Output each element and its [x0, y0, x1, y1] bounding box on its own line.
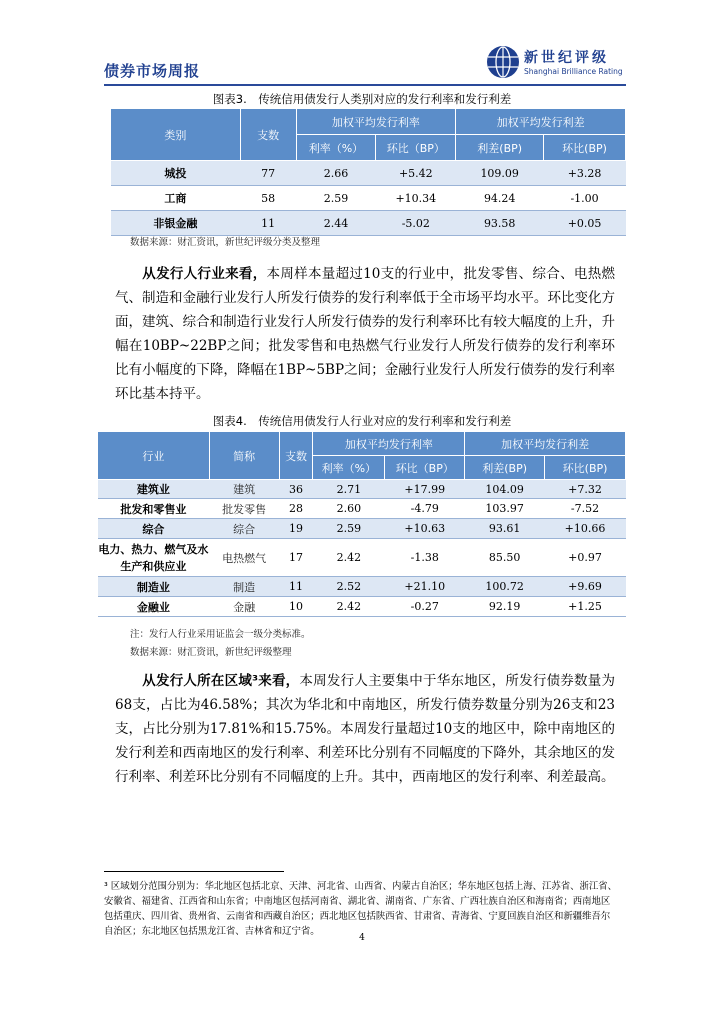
cell-rate-change: -4.79	[385, 499, 465, 519]
row-label: 制造业	[98, 577, 210, 597]
table3-caption: 图表3. 传统信用债发行人类别对应的发行利率和发行利差	[212, 92, 512, 106]
table3-header-category: 类别	[111, 109, 241, 161]
cell-count: 11	[279, 577, 313, 597]
paragraph-region	[115, 669, 615, 789]
paragraph-industry	[115, 262, 615, 406]
paragraph-body: 本周发行人主要集中于华东地区，所发行债券数量为68支，占比为46.58%；其次为华北和中南地区，所发行债券数量分别为26支和23支，占比分别为17.81%和15.75%。本周发行量超过10支的地区中，除中南地区的发行利差和西南地区的发行利率、利差环比分别有不同幅度的下降外，其余地区的发行利率、利差环比分别有不同幅度的上升。其中，西南地区的发行利率、利差最高。	[115, 673, 615, 785]
cell-rate: 2.60	[313, 499, 385, 519]
row-label: 电力、热力、燃气及水生产和供应业	[98, 539, 210, 577]
cell-rate-change: -1.38	[385, 539, 465, 577]
cell-rate: 2.66	[296, 161, 376, 186]
table4-header-rate-group: 加权平均发行利率	[313, 432, 465, 456]
cell-spread: 93.61	[465, 519, 545, 539]
cell-count: 77	[240, 161, 296, 186]
company-logo	[486, 45, 626, 81]
cell-rate-change: -5.02	[376, 211, 456, 236]
table4-header-short: 简称	[209, 432, 279, 480]
cell-spread-change: -7.52	[545, 499, 626, 519]
cell-count: 28	[279, 499, 313, 519]
cell-spread-change: +0.97	[545, 539, 626, 577]
cell-rate: 2.42	[313, 597, 385, 617]
table4-source: 数据来源：财汇资讯，新世纪评级整理	[130, 647, 292, 658]
cell-spread-change: +3.28	[544, 161, 626, 186]
cell-spread-change: -1.00	[544, 186, 626, 211]
table3-header-rate-change: 环比（BP）	[376, 135, 456, 161]
row-label: 综合	[98, 519, 210, 539]
table3-header-rate: 利率（%）	[296, 135, 376, 161]
row-label: 批发和零售业	[98, 499, 210, 519]
cell-count: 11	[240, 211, 296, 236]
table4-header-spread-change: 环比(BP)	[545, 456, 626, 480]
cell-spread: 109.09	[456, 161, 544, 186]
cell-rate-change: +5.42	[376, 161, 456, 186]
cell-count: 19	[279, 519, 313, 539]
table-row	[111, 161, 626, 186]
table4-caption: 图表4. 传统信用债发行人行业对应的发行利率和发行利差	[212, 414, 512, 428]
table3	[110, 108, 626, 236]
cell-rate: 2.42	[313, 539, 385, 577]
cell-rate: 2.59	[296, 186, 376, 211]
table-row	[98, 499, 626, 519]
cell-spread: 103.97	[465, 499, 545, 519]
cell-count: 17	[279, 539, 313, 577]
paragraph-lead: 从发行人行业来看，	[142, 266, 267, 282]
footnote: ³ 区域划分范围分别为：华北地区包括北京、天津、河北省、山西省、内蒙古自治区；华东地区包括上海、江苏省、浙江省、安徽省、福建省、江西省和山东省；中南地区包括河南省、湖北省、湖南省、广东省、广西壮族自治区和海南省；西南地区包括重庆、四川省、贵州省、云南省和西藏自治区；西北地区包括陕西省、甘肃省、青海省、宁夏回族自治区和新疆维吾尔自治区；东北地区包括黑龙江省、吉林省和辽宁省。	[104, 881, 617, 937]
table4	[97, 431, 626, 617]
footnote-divider	[104, 871, 284, 872]
table3-header-spread-group: 加权平均发行利差	[456, 109, 626, 135]
row-label: 非银金融	[111, 211, 241, 236]
table-row	[98, 597, 626, 617]
cell-spread: 92.19	[465, 597, 545, 617]
paragraph-body: 本周样本量超过10支的行业中，批发零售、综合、电热燃气、制造和金融行业发行人所发行债券的发行利率低于全市场平均水平。环比变化方面，建筑、综合和制造行业发行人所发行债券的发行利率环比有较大幅度的上升，升幅在10BP~22BP之间；批发零售和电热燃气行业发行人所发行债券的发行利率环比有小幅度的下降，降幅在1BP~5BP之间；金融行业发行人所发行债券的发行利率环比基本持平。	[115, 266, 616, 402]
table-row	[111, 211, 626, 236]
cell-rate: 2.44	[296, 211, 376, 236]
cell-rate-change: -0.27	[385, 597, 465, 617]
report-title: 债券市场周报	[104, 62, 201, 80]
paragraph-lead: 从发行人所在区域³来看，	[142, 673, 300, 689]
cell-spread-change: +1.25	[545, 597, 626, 617]
row-label: 建筑业	[98, 480, 210, 499]
cell-spread: 85.50	[465, 539, 545, 577]
table4-header-rate-change: 环比（BP）	[385, 456, 465, 480]
table-row	[98, 539, 626, 577]
cell-rate-change: +10.63	[385, 519, 465, 539]
cell-spread-change: +7.32	[545, 480, 626, 499]
table-row	[111, 186, 626, 211]
cell-spread-change: +10.66	[545, 519, 626, 539]
header-divider	[104, 84, 626, 86]
cell-spread: 100.72	[465, 577, 545, 597]
table4-header-spread-group: 加权平均发行利差	[465, 432, 626, 456]
cell-spread: 104.09	[465, 480, 545, 499]
table3-header-count: 支数	[240, 109, 296, 161]
cell-short-name: 建筑	[209, 480, 279, 499]
table4-header-spread: 利差(BP)	[465, 456, 545, 480]
table4-header-count: 支数	[279, 432, 313, 480]
cell-short-name: 金融	[209, 597, 279, 617]
row-label: 城投	[111, 161, 241, 186]
cell-count: 10	[279, 597, 313, 617]
cell-rate-change: +21.10	[385, 577, 465, 597]
table4-header-rate: 利率（%）	[313, 456, 385, 480]
logo-chinese-name: 新世纪评级	[524, 50, 609, 66]
table3-source: 数据来源：财汇资讯，新世纪评级分类及整理	[130, 237, 321, 248]
cell-count: 58	[240, 186, 296, 211]
row-label: 工商	[111, 186, 241, 211]
cell-short-name: 批发零售	[209, 499, 279, 519]
table-row	[98, 577, 626, 597]
cell-rate-change: +17.99	[385, 480, 465, 499]
cell-spread-change: +9.69	[545, 577, 626, 597]
cell-short-name: 制造	[209, 577, 279, 597]
table3-header-spread-change: 环比(BP)	[544, 135, 626, 161]
table3-header-spread: 利差(BP)	[456, 135, 544, 161]
logo-english-name: Shanghai Brilliance Rating	[524, 67, 623, 76]
cell-short-name: 电热燃气	[209, 539, 279, 577]
cell-short-name: 综合	[209, 519, 279, 539]
table-row	[98, 480, 626, 499]
cell-count: 36	[279, 480, 313, 499]
cell-rate: 2.71	[313, 480, 385, 499]
table-row	[98, 519, 626, 539]
table4-note: 注：发行人行业采用证监会一级分类标准。	[130, 629, 311, 640]
globe-logo-icon	[486, 45, 520, 79]
row-label: 金融业	[98, 597, 210, 617]
cell-spread-change: +0.05	[544, 211, 626, 236]
cell-rate: 2.59	[313, 519, 385, 539]
cell-rate-change: +10.34	[376, 186, 456, 211]
page-number: 4	[359, 933, 365, 943]
cell-rate: 2.52	[313, 577, 385, 597]
cell-spread: 93.58	[456, 211, 544, 236]
table3-header-rate-group: 加权平均发行利率	[296, 109, 456, 135]
cell-spread: 94.24	[456, 186, 544, 211]
table4-header-industry: 行业	[98, 432, 210, 480]
